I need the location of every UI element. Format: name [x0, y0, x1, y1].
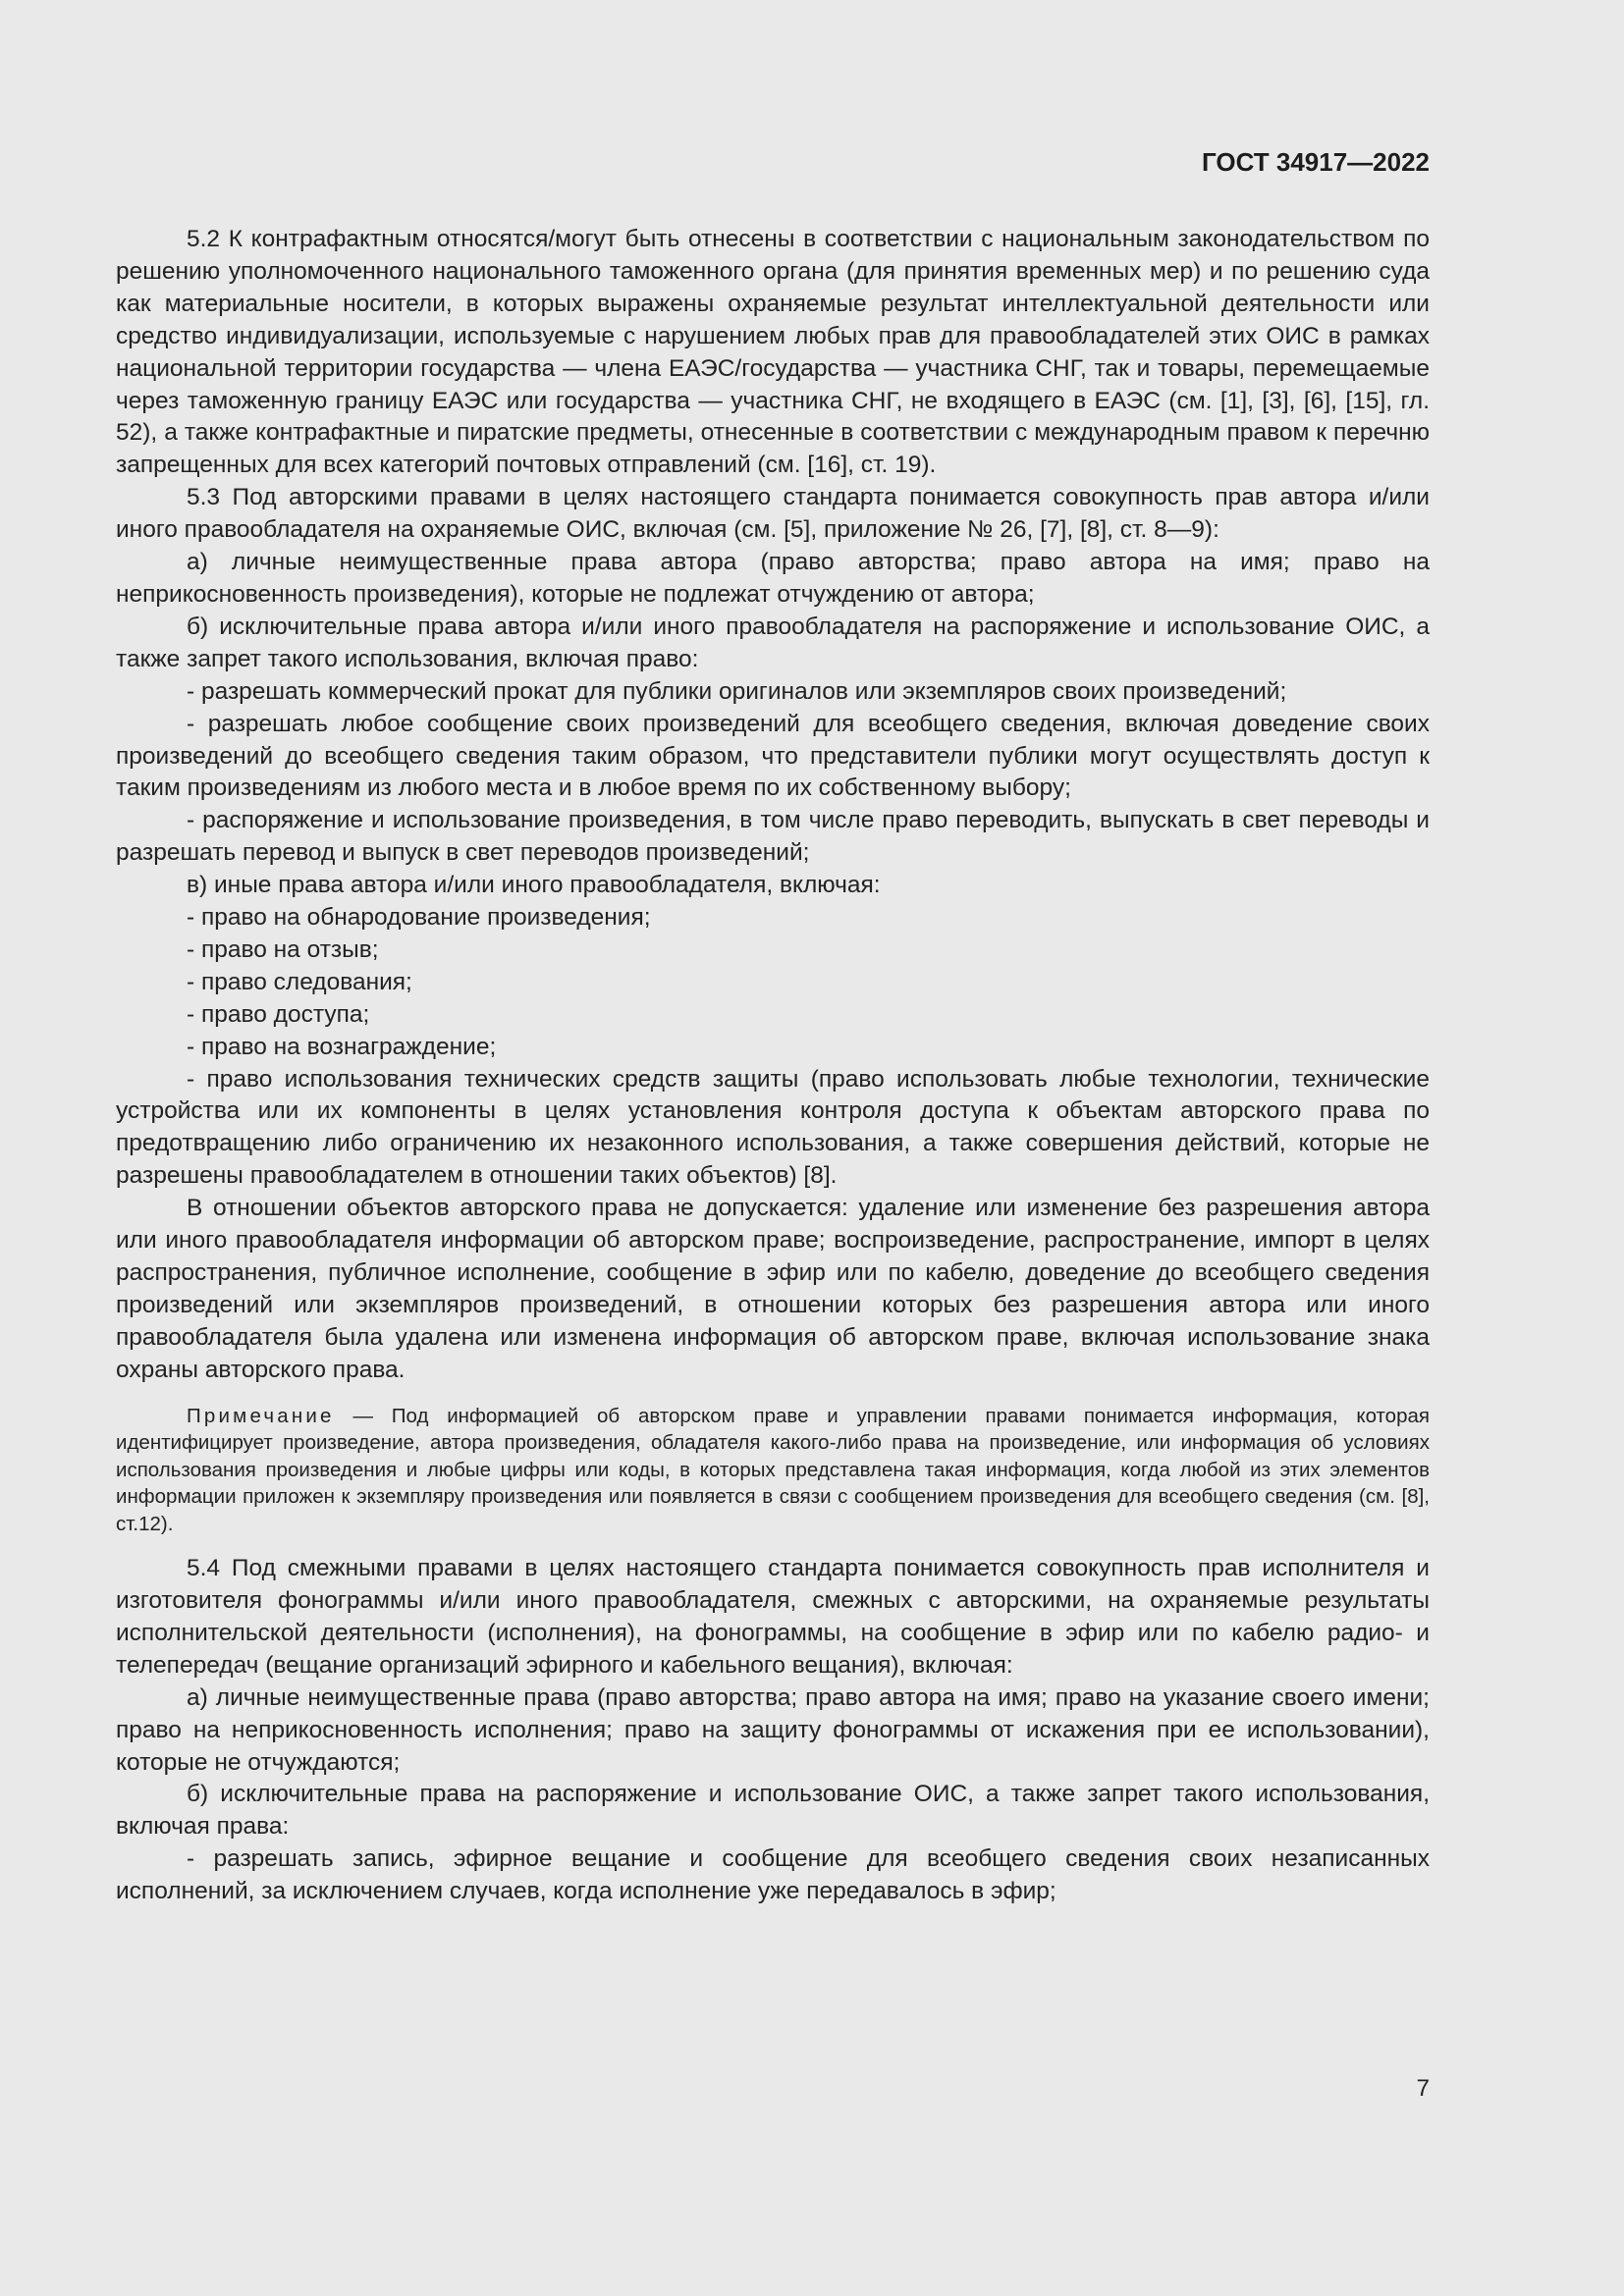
bullet-item: - право доступа;	[187, 1000, 370, 1028]
bullet-item: - распоряжение и использование произведения, в том числе право переводить, выпускать в свет переводы и разрешать перевод и выпуск в свет переводов произведений;	[116, 807, 1430, 867]
bullet-item: - разрешать любое сообщение своих произведений для всеобщего сведения, включая доведение своих произведений до всеобщего сведения таким образом, что представители публики могут осуществлять доступ к таким произведениям из любого места и в любое время по их собственному выбору;	[116, 710, 1430, 802]
list-item-a: а) личные неимущественные права автора (право авторства; право автора на имя; право на неприкосновенность произведения), которые не подлежат отчуждению от автора;	[116, 549, 1430, 608]
note-text: — Под информацией об авторском праве и управлении правами понимается информация, которая идентифицирует произведение, автора произведения, обладателя какого-либо права на произведение, или информация об условиях использования произведения и любые цифры или коды, в которых представлена такая информация, когда любой из этих элементов информации приложен к экземпляру произведения или появляется в связи с сообщением произведения для всеобщего сведения (см. [8], ст.12).	[116, 1404, 1430, 1535]
list-item-b: б) исключительные права на распоряжение и использование ОИС, а также запрет такого использования, включая права:	[116, 1781, 1430, 1841]
paragraph-5-3: 5.3 Под авторскими правами в целях настоящего стандарта понимается совокупность прав автора и/или иного правообладателя на охраняемые ОИС, включая (см. [5], приложение № 26, [7], [8], ст. 8—9):	[116, 484, 1430, 544]
paragraph-copyright-restrictions: В отношении объектов авторского права не допускается: удаление или изменение без разрешения автора или иного правообладателя информации об авторском праве; воспроизведение, распространение, импорт в целях распространения, публичное исполнение, сообщение в эфир или по кабелю, доведение до всеобщего сведения произведений или экземпляров произведений, в отношении которых без разрешения автора или иного правообладателя была удалена или изменена информация об авторском праве, включая использование знака охраны авторского права.	[116, 1195, 1430, 1383]
list-item-b: б) исключительные права автора и/или иного правообладателя на распоряжение и использование ОИС, а также запрет такого использования, включая право:	[116, 613, 1430, 672]
bullet-item: - разрешать коммерческий прокат для публики оригиналов или экземпляров своих произведений;	[187, 677, 1287, 705]
bullet-item: - разрешать запись, эфирное вещание и сообщение для всеобщего сведения своих незаписанных исполнений, за исключением случаев, когда исполнение уже передавалось в эфир;	[116, 1845, 1430, 1905]
list-item-a: а) личные неимущественные права (право авторства; право автора на имя; право на указание своего имени; право на неприкосновенность исполнения; право на защиту фонограммы от искажения при ее использовании), которые не отчуждаются;	[116, 1683, 1430, 1776]
bullet-item: - право на вознаграждение;	[187, 1033, 497, 1060]
bullet-item: - право следования;	[187, 968, 412, 995]
document-body	[116, 224, 1430, 1908]
document-header: ГОСТ 34917—2022	[1202, 147, 1430, 177]
note	[116, 1403, 1430, 1538]
note-label: Примечание	[187, 1404, 335, 1427]
bullet-item: - право на обнародование произведения;	[187, 904, 651, 932]
bullet-item: - право на отзыв;	[187, 935, 379, 963]
list-item-v: в) иные права автора и/или иного правообладателя, включая:	[187, 872, 881, 899]
paragraph-5-4: 5.4 Под смежными правами в целях настоящего стандарта понимается совокупность прав исполнителя и изготовителя фонограммы и/или иного правообладателя, смежных с авторскими, на охраняемые результаты исполнительской деятельности (исполнения), на фонограммы, на сообщение в эфир или по кабелю радио- и телепередач (вещание организаций эфирного и кабельного вещания), включая:	[116, 1555, 1430, 1679]
bullet-item: - право использования технических средств защиты (право использовать любые технологии, технические устройства или их компоненты в целях установления контроля доступа к объектам авторского права по предотвращению либо ограничению их незаконного использования, а также совершения действий, которые не разрешены правообладателем в отношении таких объектов) [8].	[116, 1065, 1430, 1190]
page-number: 7	[1416, 2075, 1430, 2102]
paragraph-5-2: 5.2 К контрафактным относятся/могут быть отнесены в соответствии с национальным законодательством по решению уполномоченного национального таможенного органа (для принятия временных мер) и по решению суда как материальные носители, в которых выражены охраняемые результат интеллектуальной деятельности или средство индивидуализации, используемые с нарушением любых прав для правообладателей этих ОИС в рамках национальной территории государства — члена ЕАЭС/государства — участника СНГ, так и товары, перемещаемые через таможенную границу ЕАЭС или государства — участника СНГ, не входящего в ЕАЭС (см. [1], [3], [6], [15], гл. 52), а также контрафактные и пиратские предметы, отнесенные в соответствии с международным правом к перечню запрещенных для всех категорий почтовых отправлений (см. [16], ст. 19).	[116, 226, 1430, 479]
